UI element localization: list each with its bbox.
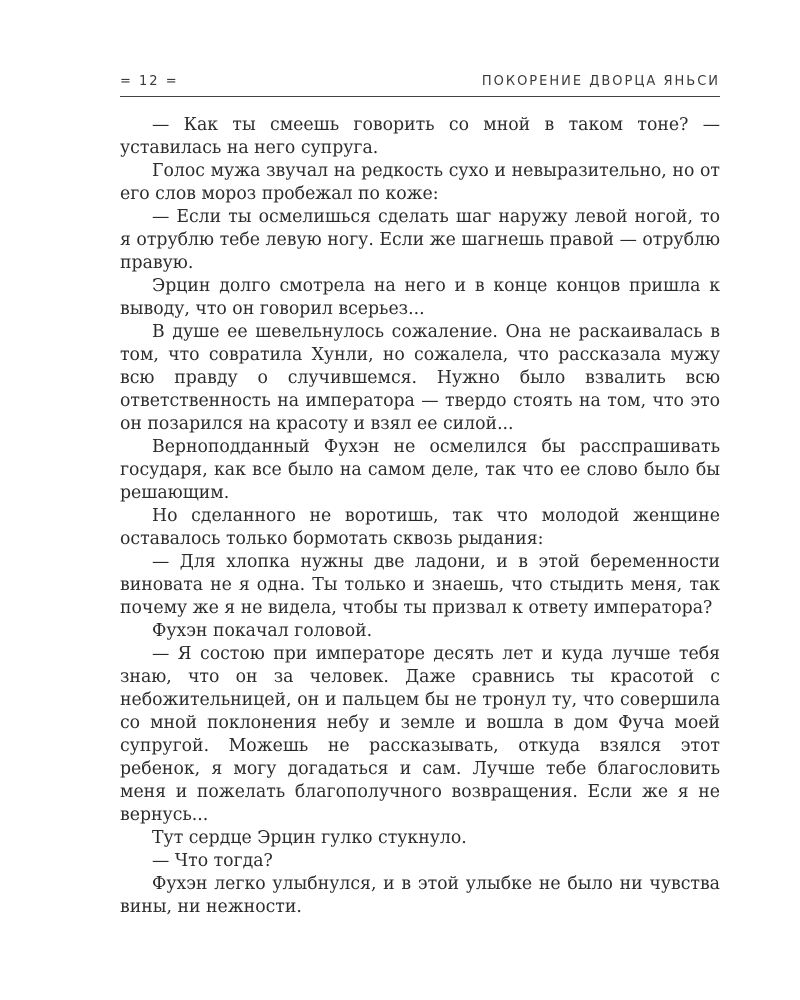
paragraph-9: Фухэн покачал головой. bbox=[152, 621, 373, 641]
paragraph-13: Фухэн легко улыбнулся, и в этой улыбке не было ни чувства вины, ни нежности. bbox=[120, 874, 720, 917]
page-number: = 12 = bbox=[120, 74, 179, 89]
paragraph-1: — Как ты смеешь говорить со мной в таком тоне? — уставилась на него супруга. bbox=[120, 115, 720, 158]
paragraph-6: Верноподданный Фухэн не осмелился бы расспрашивать государя, как все было на самом деле, так что ее слово было бы решающим. bbox=[120, 437, 720, 503]
book-title: ПОКОРЕНИЕ ДВОРЦА ЯНЬСИ bbox=[481, 74, 720, 89]
running-head bbox=[120, 72, 720, 97]
paragraph-2: Голос мужа звучал на редкость сухо и невыразительно, но от его слов мороз пробежал по коже: bbox=[120, 161, 720, 204]
paragraph-4: Эрцин долго смотрела на него и в конце концов пришла к выводу, что он говорил всерьез... bbox=[120, 276, 720, 319]
paragraph-3: — Если ты осмелишься сделать шаг наружу левой ногой, то я отрублю тебе левую ногу. Если же шагнешь правой — отрублю правую. bbox=[120, 207, 720, 273]
paragraph-5: В душе ее шевельнулось сожаление. Она не раскаивалась в том, что совратила Хунли, но сожалела, что рассказала мужу всю правду о случившемся. Нужно было взвалить всю ответственность на императора — твердо стоять на том, что это он позарился на красоту и взял ее силой... bbox=[120, 322, 720, 434]
text-body bbox=[120, 114, 720, 919]
paragraph-8: — Для хлопка нужны две ладони, и в этой беременности виновата не я одна. Ты только и знаешь, что стыдить меня, так почему же я не видела, чтобы ты призвал к ответу императора? bbox=[120, 552, 720, 618]
paragraph-11: Тут сердце Эрцин гулко стукнуло. bbox=[152, 828, 467, 848]
paragraph-12: — Что тогда? bbox=[152, 851, 273, 871]
paragraph-7: Но сделанного не воротишь, так что молодой женщине оставалось только бормотать сквозь рыдания: bbox=[120, 506, 720, 549]
paragraph-10: — Я состою при императоре десять лет и куда лучше тебя знаю, что он за человек. Даже сравнись ты красотой с небожительницей, он и пальцем бы не тронул ту, что совершила со мной поклонения небу и земле и вошла в дом Фуча моей супругой. Можешь не рассказывать, откуда взялся этот ребенок, я могу догадаться и сам. Лучше тебе благословить меня и пожелать благополучного возвращения. Если же я не вернусь... bbox=[120, 644, 720, 825]
